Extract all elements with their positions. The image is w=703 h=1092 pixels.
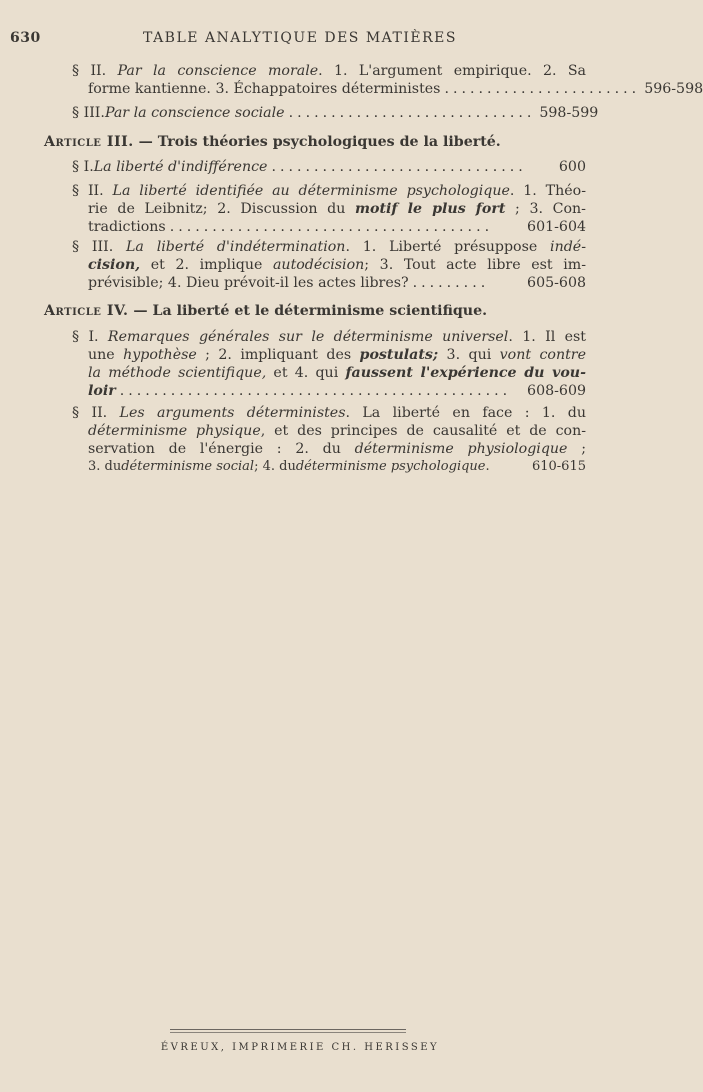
section-text: 3. du <box>88 459 122 474</box>
section-text: . 1. Il est <box>508 329 586 345</box>
article-heading-3 <box>44 134 501 150</box>
section-text: . <box>485 459 490 474</box>
running-head <box>10 30 590 48</box>
section-number: § III. <box>72 239 127 255</box>
section-text-emphasis: déterminisme social <box>121 459 255 474</box>
article-label: Article IV. <box>44 303 129 319</box>
section-text-emphasis: autodécision <box>272 257 365 273</box>
toc-line <box>88 346 586 364</box>
toc-line <box>72 182 586 200</box>
toc-line <box>88 458 586 476</box>
section-text: ; <box>567 441 586 457</box>
section-text: , et des principes de causalité et de con- <box>260 423 586 439</box>
section-text: . 1. L'argument empirique. 2. Sa <box>318 63 587 79</box>
section-number: § II. <box>72 405 120 421</box>
section-text-emphasis: déterminisme physique <box>88 423 261 439</box>
page-range: 605-608 <box>527 275 586 291</box>
section-text: tradictions <box>88 219 166 235</box>
toc-entry-remarques-generales <box>72 328 586 400</box>
section-text: prévisible; 4. Dieu prévoit-il les actes libres? <box>88 275 409 291</box>
section-title: La liberté d'indifférence <box>93 159 268 175</box>
section-title: Par la conscience sociale <box>104 105 285 121</box>
section-text: et 2. implique <box>140 257 273 273</box>
section-text: ; 4. du <box>254 459 296 474</box>
toc-line <box>88 256 586 274</box>
article-label: Article III. <box>44 134 134 150</box>
section-text-emphasis: déterminisme psychologique <box>295 459 486 474</box>
section-text-emphasis: loir <box>88 383 116 399</box>
section-title: Remarques générales sur le déterminisme universel <box>107 329 509 345</box>
toc-line <box>88 364 586 382</box>
toc-line: § I. La liberté d'indifférence .............................. 600 <box>72 159 586 175</box>
page-range: 600 <box>558 159 586 175</box>
page-range: 598-599 <box>539 105 599 121</box>
toc-entry-indetermination <box>72 238 586 292</box>
section-text-emphasis: postulats; <box>359 347 439 363</box>
section-number: § III. <box>72 105 105 121</box>
section-text-emphasis: la méthode scientifique, <box>88 365 267 381</box>
toc-line: loir .............................................. 608-609 <box>88 383 586 399</box>
section-title: Par la conscience morale <box>117 63 319 79</box>
section-text: ; 3. Tout acte libre est im- <box>364 257 586 273</box>
page-range: 596-598 <box>644 81 703 97</box>
page-number: 630 <box>10 30 41 46</box>
section-title: La liberté d'indétermination <box>126 239 346 255</box>
imprint-line: ÉVREUX, IMPRIMERIE CH. HERISSEY <box>160 1042 440 1053</box>
page-range: 601-604 <box>527 219 586 235</box>
section-number: § I. <box>72 329 108 345</box>
section-text-emphasis: vont contre <box>499 347 586 363</box>
toc-line: tradictions ...................................... 601-604 <box>88 219 586 235</box>
section-text: . 1. Théo- <box>509 183 586 199</box>
footer-rule <box>170 1032 406 1033</box>
section-text: ; 3. Con- <box>505 201 586 217</box>
toc-line <box>72 328 586 346</box>
section-text-emphasis: faussent l'expérience du vou- <box>345 365 586 381</box>
section-text: . 1. Liberté présuppose <box>345 239 551 255</box>
section-title: La liberté identifiée au déterminisme psychologique <box>112 183 510 199</box>
toc-line <box>88 440 586 458</box>
section-text-emphasis: hypothèse <box>123 347 197 363</box>
section-text: 3. qui <box>438 347 500 363</box>
section-number: § II. <box>72 183 113 199</box>
section-text-emphasis: déterminisme physiologique <box>354 441 568 457</box>
toc-line <box>72 62 586 80</box>
toc-line <box>72 238 586 256</box>
toc-entry-conscience-morale <box>72 62 703 98</box>
section-text: une <box>88 347 124 363</box>
section-text-emphasis: motif le plus fort <box>354 201 506 217</box>
toc-line: § III. Par la conscience sociale ............................. 598-599 <box>72 105 599 121</box>
section-text: ; 2. impliquant des <box>196 347 360 363</box>
section-text-emphasis: indé- <box>550 239 586 255</box>
footer-rule <box>170 1029 406 1030</box>
toc-line: forme kantienne. 3. Échappatoires déterministes ....................... 596-598 <box>88 81 703 97</box>
toc-entry-conscience-sociale <box>72 104 599 122</box>
toc-entry-determinisme-psychologique <box>72 182 586 236</box>
section-text: forme kantienne. 3. Échappatoires déterministes <box>88 81 441 97</box>
article-heading-4 <box>44 303 487 319</box>
page-range: 608-609 <box>527 383 586 399</box>
section-text: servation de l'énergie : 2. du <box>88 441 355 457</box>
section-text-emphasis: cision, <box>88 257 141 273</box>
toc-line <box>88 422 586 440</box>
section-number: § II. <box>72 63 118 79</box>
running-title: TABLE ANALYTIQUE DES MATIÈRES <box>143 30 457 46</box>
section-number: § I. <box>72 159 94 175</box>
section-text: rie de Leibnitz; 2. Discussion du <box>88 201 355 217</box>
toc-line <box>72 404 586 422</box>
toc-line: prévisible; 4. Dieu prévoit-il les actes libres? ......... 605-608 <box>88 275 586 291</box>
section-text: . La liberté en face : 1. du <box>345 405 586 421</box>
toc-entry-indifference <box>72 158 586 176</box>
article-title: — Trois théories psychologiques de la liberté. <box>133 134 501 150</box>
section-text: et 4. qui <box>266 365 346 381</box>
article-title: — La liberté et le déterminisme scientifique. <box>128 303 488 319</box>
toc-entry-arguments-deterministes <box>72 404 586 476</box>
section-title: Les arguments déterministes <box>119 405 346 421</box>
page-range: 610-615 <box>531 459 586 474</box>
toc-line <box>88 200 586 218</box>
